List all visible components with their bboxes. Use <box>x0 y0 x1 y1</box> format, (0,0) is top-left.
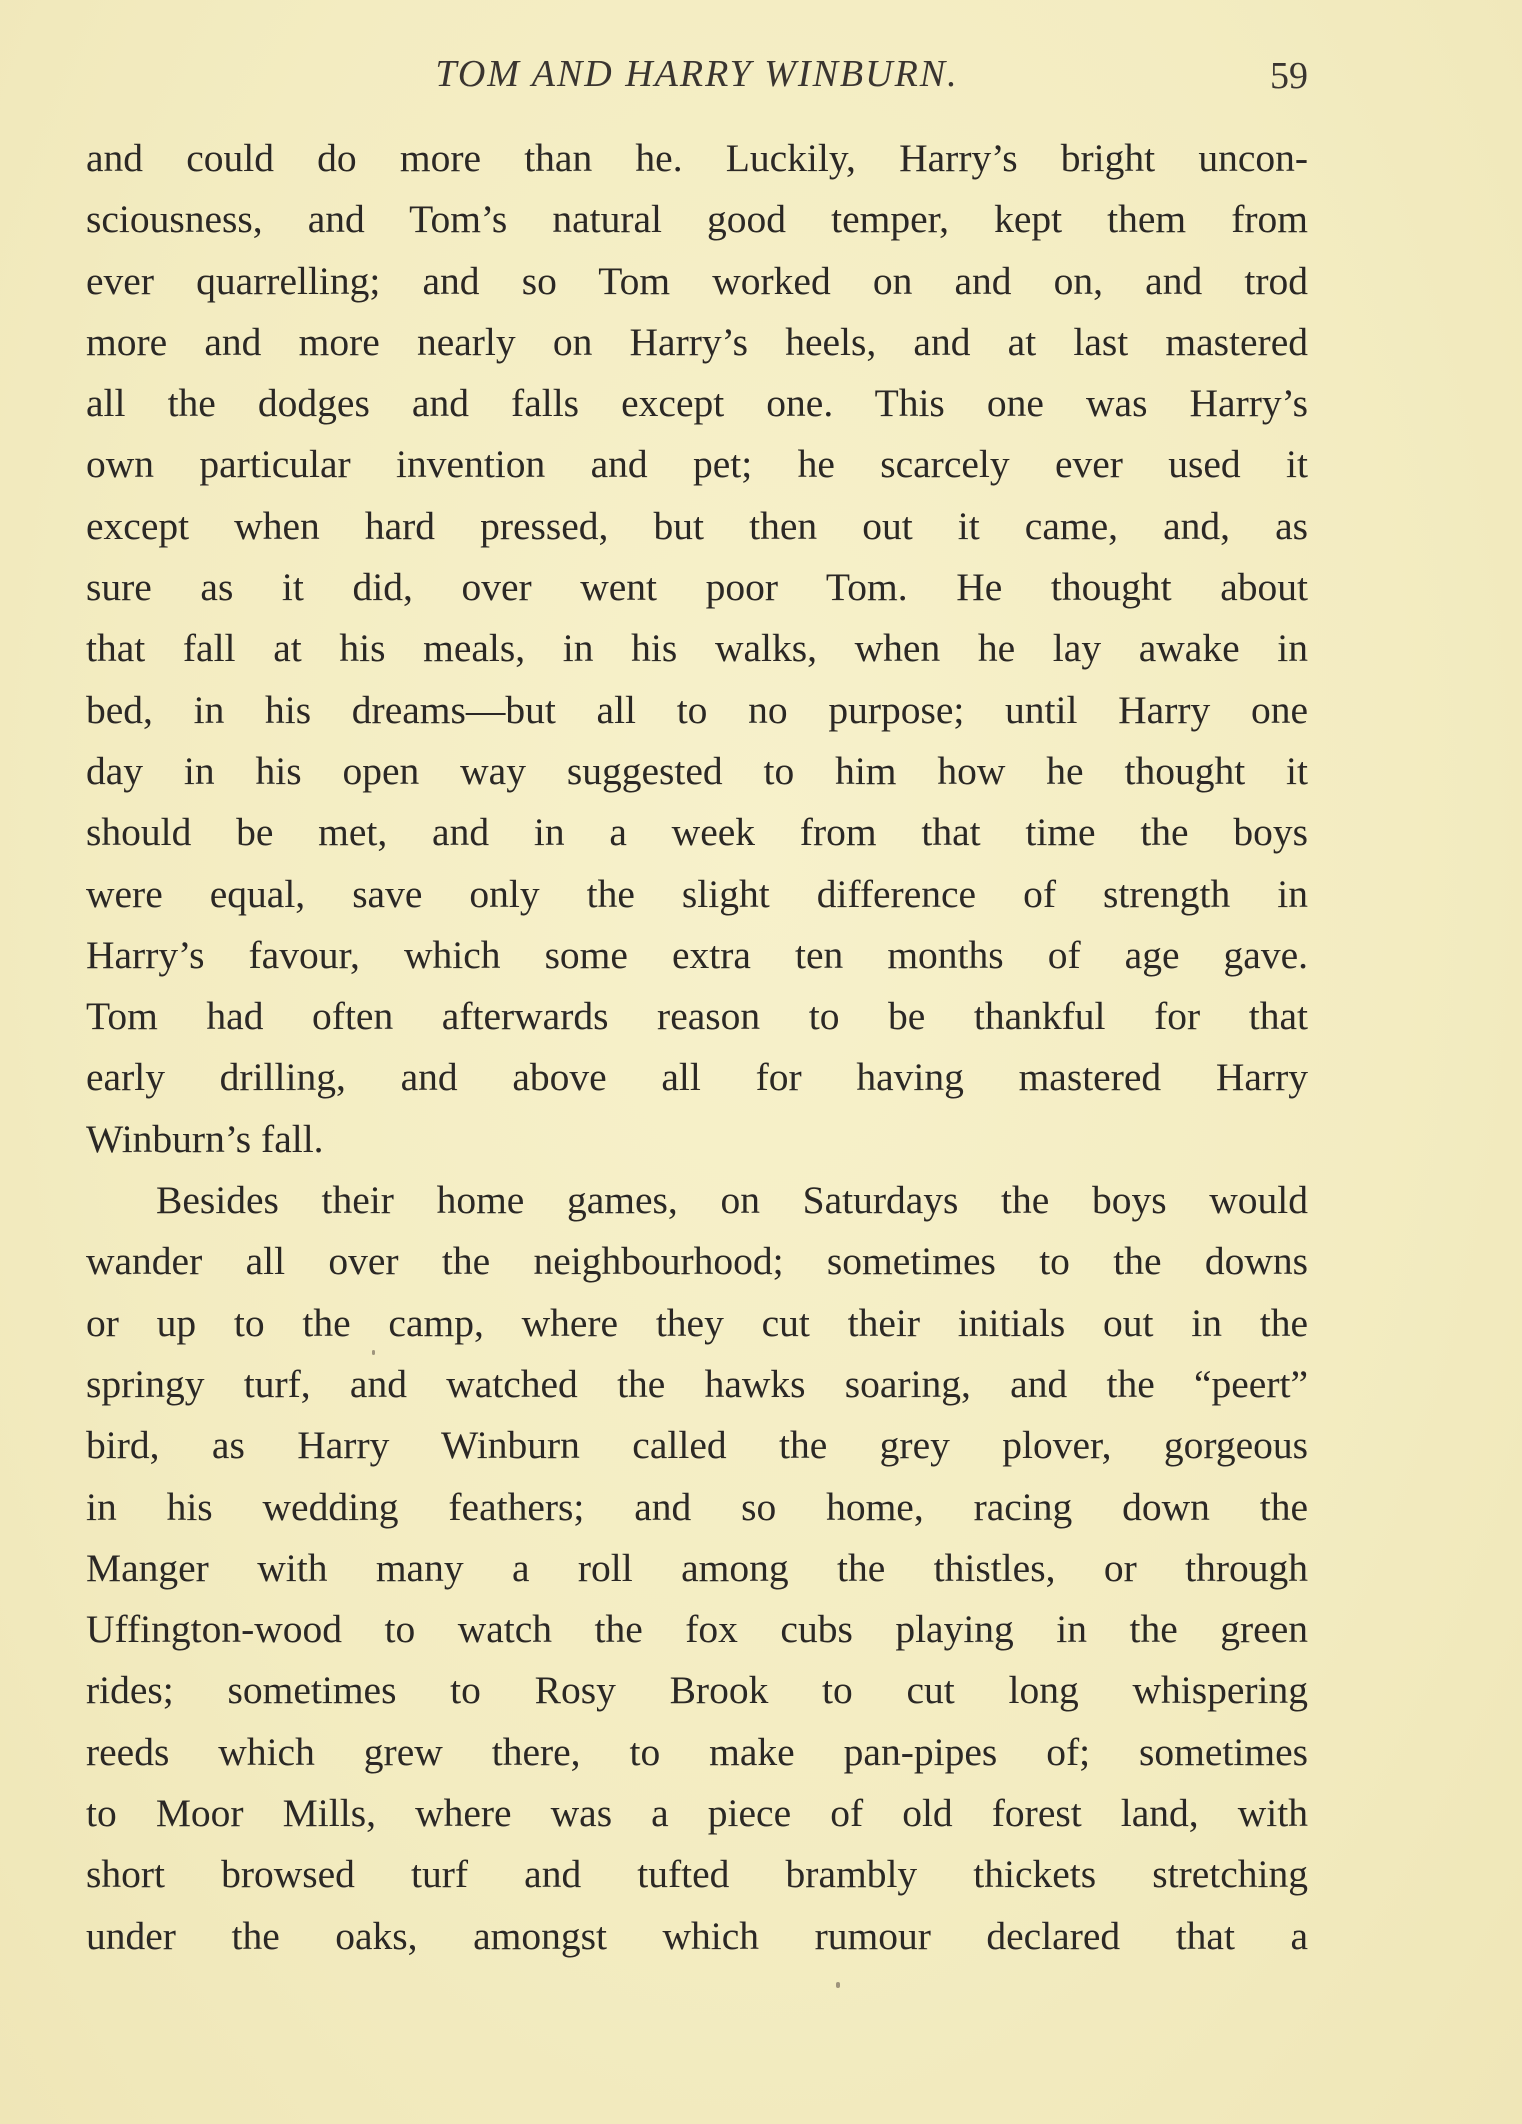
text-line: except when hard pressed, but then out it came, and, as <box>86 503 1308 548</box>
text-line: rides; sometimes to Rosy Brook to cut long whispering <box>86 1668 1308 1713</box>
page-number: 59 <box>1270 55 1308 97</box>
paper-speck <box>836 1982 840 1988</box>
text-line: sciousness, and Tom’s natural good temper, kept them from <box>86 197 1308 242</box>
text-line: sure as it did, over went poor Tom. He thought about <box>86 565 1308 610</box>
text-line: springy turf, and watched the hawks soaring, and the “peert” <box>86 1361 1308 1406</box>
paragraph-1 <box>86 128 1308 1170</box>
text-line: Besides their home games, on Saturdays the boys would <box>156 1178 1308 1223</box>
text-line: bird, as Harry Winburn called the grey plover, gorgeous <box>86 1423 1308 1468</box>
text-line: Harry’s favour, which some extra ten months of age gave. <box>86 932 1308 977</box>
text-line: wander all over the neighbourhood; sometimes to the downs <box>86 1239 1308 1284</box>
body-text <box>86 128 1308 1967</box>
text-line: under the oaks, amongst which rumour declared that a <box>86 1913 1308 1958</box>
text-line: or up to the camp, where they cut their initials out in the <box>86 1300 1308 1345</box>
text-line: ever quarrelling; and so Tom worked on and on, and trod <box>86 258 1308 303</box>
text-line: were equal, save only the slight difference of strength in <box>86 871 1308 916</box>
text-line: Tom had often afterwards reason to be thankful for that <box>86 994 1308 1039</box>
text-line: early drilling, and above all for having mastered Harry <box>86 1055 1308 1100</box>
running-head: TOM AND HARRY WINBURN. <box>435 53 959 95</box>
paper-speck <box>372 1350 375 1355</box>
text-line: reeds which grew there, to make pan-pipes of; sometimes <box>86 1729 1308 1774</box>
text-line: day in his open way suggested to him how he thought it <box>86 748 1308 793</box>
text-line: more and more nearly on Harry’s heels, and at last mastered <box>86 319 1308 364</box>
page-header <box>86 52 1308 112</box>
paragraph-2 <box>86 1170 1308 1967</box>
text-line: to Moor Mills, where was a piece of old forest land, with <box>86 1791 1308 1836</box>
text-line: Manger with many a roll among the thistles, or through <box>86 1545 1308 1590</box>
text-line: Winburn’s fall. <box>86 1116 324 1161</box>
text-line: and could do more than he. Luckily, Harry’s bright uncon- <box>86 136 1308 180</box>
text-line: should be met, and in a week from that time the boys <box>86 810 1308 855</box>
text-line: that fall at his meals, in his walks, when he lay awake in <box>86 626 1308 671</box>
text-line: short browsed turf and tufted brambly thickets stretching <box>86 1852 1308 1897</box>
text-line: all the dodges and falls except one. This one was Harry’s <box>86 381 1308 426</box>
text-line: bed, in his dreams—but all to no purpose; until Harry one <box>86 687 1308 732</box>
text-line: Uffington-wood to watch the fox cubs playing in the green <box>86 1607 1308 1652</box>
text-line: own particular invention and pet; he scarcely ever used it <box>86 442 1308 487</box>
text-line: in his wedding feathers; and so home, racing down the <box>86 1484 1308 1529</box>
